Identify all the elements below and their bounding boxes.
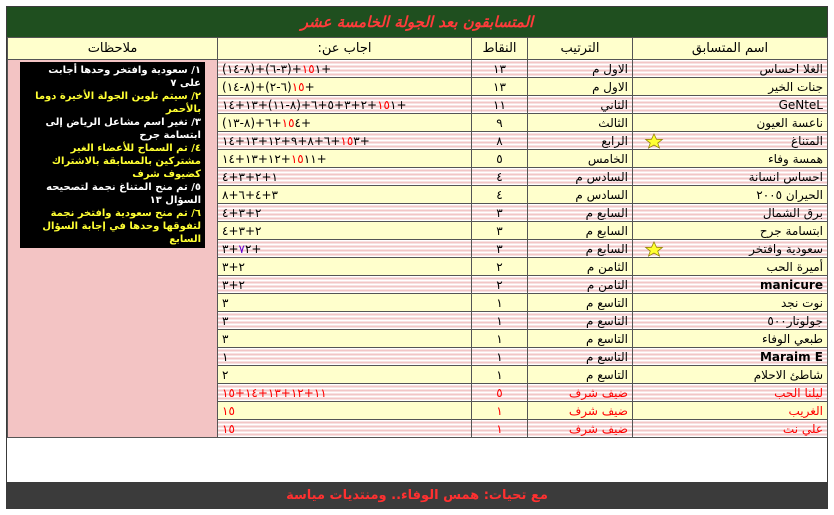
answered-cell xyxy=(218,96,472,114)
star-icon xyxy=(643,241,665,257)
answer-text: (٦-٢)+(٨-١٤)+ xyxy=(222,79,315,94)
answer-text: ٣+٦+٨+٩+١٢+١٣+١٤+ xyxy=(222,133,370,148)
rank-cell: التاسع م xyxy=(528,366,633,384)
points-cell: ١٣ xyxy=(472,78,528,96)
answered-cell xyxy=(218,60,472,78)
rank-cell: ضيف شرف xyxy=(528,402,633,420)
contestant-name: ليلنا الحب xyxy=(774,385,823,400)
answer-text: ٢+٣ xyxy=(222,259,245,274)
answer-text: ٤+٦+(٨-١٣)+ xyxy=(222,115,312,130)
rank-cell: الثاني xyxy=(528,96,633,114)
contestant-name-cell xyxy=(633,132,828,150)
points-cell: ٣ xyxy=(472,222,528,240)
contestant-name-cell xyxy=(633,420,828,438)
answered-cell xyxy=(218,384,472,402)
contestant-name-cell xyxy=(633,186,828,204)
contestant-name: Maraim E xyxy=(759,349,823,364)
contestant-name: سعودية وافتخر xyxy=(749,241,823,256)
answer-latest-round: ١٥ xyxy=(377,97,390,112)
note-item: ٥/ تم منح المتناغ نجمة لتصحيحه السؤال ١٣ xyxy=(46,182,201,206)
title-bar xyxy=(7,7,827,37)
points-cell: ١ xyxy=(472,402,528,420)
contestant-name: ناعسة العيون xyxy=(756,115,823,130)
points-cell: ٨ xyxy=(472,132,528,150)
rank-cell: الخامس xyxy=(528,150,633,168)
answer-latest-round: ١٥ xyxy=(222,421,235,436)
points-cell: ٣ xyxy=(472,240,528,258)
answer-text: ٢+٣+٤ xyxy=(222,223,262,238)
answer-highlight: ٧ xyxy=(238,241,245,256)
rank-cell: ضيف شرف xyxy=(528,384,633,402)
answer-text: ٣+٤+٦+٨ xyxy=(222,187,278,202)
answered-cell xyxy=(218,78,472,96)
answer-text: ١+٢+٣+٤ xyxy=(222,169,278,184)
contestant-name: طبعي الوفاء xyxy=(761,331,823,346)
notes-cell xyxy=(8,60,218,438)
contestant-name-cell xyxy=(633,402,828,420)
rank-cell: التاسع م xyxy=(528,330,633,348)
contestant-name: همسة وفاء xyxy=(767,151,823,166)
contestant-name: manicure xyxy=(760,277,823,292)
rank-cell: الثالث xyxy=(528,114,633,132)
points-cell: ٤ xyxy=(472,168,528,186)
contestant-name-cell xyxy=(633,78,828,96)
note-item: ١/ سعودية وافتخر وحدها أجابت على ٧ xyxy=(48,65,201,89)
answered-cell xyxy=(218,402,472,420)
answer-latest-round: ١٥ xyxy=(222,403,235,418)
contestant-name: الغريب xyxy=(788,403,823,418)
answered-cell xyxy=(218,348,472,366)
contestant-name: المتناغ xyxy=(791,133,823,148)
answered-cell xyxy=(218,258,472,276)
contestant-name-cell xyxy=(633,204,828,222)
header-rank: الترتيب xyxy=(528,38,633,60)
rank-cell: الاول م xyxy=(528,60,633,78)
contestant-name: احساس انسانة xyxy=(748,169,823,184)
rank-cell: التاسع م xyxy=(528,312,633,330)
answer-latest-round: ١٥ xyxy=(340,133,354,148)
contestant-name: GeNteL xyxy=(778,97,823,112)
points-cell: ١ xyxy=(472,312,528,330)
answer-latest-round: ١٥ xyxy=(290,151,304,166)
answer-latest-round: ١٥ xyxy=(281,115,295,130)
contestant-name: نوت نجد xyxy=(780,295,823,310)
standings-frame xyxy=(6,6,828,509)
note-item: ٦/ تم منح سعودية وافتخر نجمة لتفوقها وحدها في إجابة السؤال السابع xyxy=(42,208,201,245)
answer-latest-round: ١٥ xyxy=(301,61,315,76)
answered-cell xyxy=(218,420,472,438)
answer-text: ٣ xyxy=(222,313,229,328)
answer-latest-round: ١١+١٢+١٣+١٤+١٥ xyxy=(222,385,327,400)
answer-text: ٢+٣+ xyxy=(222,241,262,256)
points-cell: ٢ xyxy=(472,258,528,276)
header-name: اسم المتسابق xyxy=(633,38,828,60)
answered-cell xyxy=(218,240,472,258)
points-cell: ٥ xyxy=(472,150,528,168)
answer-text: ١+٢+٣+٥+٦+(٨-١١)+١٣+١٤+ xyxy=(222,97,407,112)
contestant-name-cell xyxy=(633,366,828,384)
contestant-name-cell xyxy=(633,276,828,294)
contestant-name-cell xyxy=(633,312,828,330)
header-row xyxy=(8,38,828,60)
rank-cell: الثامن م xyxy=(528,276,633,294)
contestant-name-cell xyxy=(633,222,828,240)
contestant-name-cell xyxy=(633,114,828,132)
rank-cell: ضيف شرف xyxy=(528,420,633,438)
answered-cell xyxy=(218,132,472,150)
answer-text: ٣ xyxy=(222,331,229,346)
answer-latest-round: ١٥ xyxy=(291,79,305,94)
rank-cell: السابع م xyxy=(528,222,633,240)
rank-cell: السابع م xyxy=(528,240,633,258)
contestant-name-cell xyxy=(633,96,828,114)
page-title: المتسابقون بعد الجولة الخامسة عشر xyxy=(300,13,534,31)
contestant-name: الحيران ٢٠٠٥ xyxy=(756,187,823,202)
answered-cell xyxy=(218,222,472,240)
note-item: ٢/ سيتم تلوين الجولة الأخيرة دوما بالأحمر xyxy=(35,91,201,115)
contestant-name-cell xyxy=(633,150,828,168)
answer-text: ٢+٣ xyxy=(222,277,245,292)
contestant-name-cell xyxy=(633,168,828,186)
answered-cell xyxy=(218,114,472,132)
notes-box xyxy=(20,62,205,248)
table-row xyxy=(8,60,828,78)
answer-text: ١١+١٢+١٣+١٤+ xyxy=(222,151,327,166)
contestant-name: شاطئ الاحلام xyxy=(753,367,823,382)
contestant-name-cell xyxy=(633,258,828,276)
points-cell: ١١ xyxy=(472,96,528,114)
note-item: ٤/ تم السماح للأعضاء الغير مشتركين بالمسابقة بالاشتراك كضيوف شرف xyxy=(51,143,201,180)
rank-cell: الثامن م xyxy=(528,258,633,276)
answered-cell xyxy=(218,294,472,312)
rank-cell: السابع م xyxy=(528,204,633,222)
points-cell: ١ xyxy=(472,294,528,312)
footer-bar xyxy=(7,482,827,508)
answered-cell xyxy=(218,330,472,348)
answer-text: ٢ xyxy=(222,367,229,382)
points-cell: ٩ xyxy=(472,114,528,132)
rank-cell: السادس م xyxy=(528,168,633,186)
star-icon xyxy=(643,133,665,149)
note-item: ٣/ تغير اسم مشاعل الرياض إلى ابتسامة جرح xyxy=(45,117,201,141)
answered-cell xyxy=(218,366,472,384)
answered-cell xyxy=(218,168,472,186)
contestant-name-cell xyxy=(633,294,828,312)
contestant-name: ابتسامة جرح xyxy=(759,223,823,238)
points-cell: ١ xyxy=(472,420,528,438)
points-cell: ٥ xyxy=(472,384,528,402)
contestant-name-cell xyxy=(633,348,828,366)
rank-cell: التاسع م xyxy=(528,294,633,312)
answered-cell xyxy=(218,186,472,204)
answer-text: ٣ xyxy=(222,295,229,310)
contestant-name-cell xyxy=(633,330,828,348)
points-cell: ١ xyxy=(472,348,528,366)
points-cell: ١ xyxy=(472,330,528,348)
answer-text: ١+(٣-٦)+(٨-١٤)+ xyxy=(222,61,332,76)
header-answered: اجاب عن: xyxy=(218,38,472,60)
points-cell: ١٣ xyxy=(472,60,528,78)
answered-cell xyxy=(218,276,472,294)
answer-text: ٢+٣+٤ xyxy=(222,205,262,220)
rank-cell: التاسع م xyxy=(528,348,633,366)
points-cell: ٢ xyxy=(472,276,528,294)
contestant-name-cell xyxy=(633,240,828,258)
contestant-name: برق الشمال xyxy=(762,205,823,220)
contestant-name-cell xyxy=(633,384,828,402)
contestant-name: علي نت xyxy=(782,421,823,436)
header-points: النقاط xyxy=(472,38,528,60)
points-cell: ٣ xyxy=(472,204,528,222)
contestant-name: أميرة الحب xyxy=(766,259,823,274)
contestant-name: جنات الخير xyxy=(768,79,823,94)
points-cell: ١ xyxy=(472,366,528,384)
answered-cell xyxy=(218,312,472,330)
rank-cell: السادس م xyxy=(528,186,633,204)
contestant-name: جولوتار٥٠٠ xyxy=(767,313,823,328)
header-notes: ملاحظات xyxy=(8,38,218,60)
answered-cell xyxy=(218,204,472,222)
answer-text: ١ xyxy=(222,349,229,364)
standings-table xyxy=(7,37,828,438)
rank-cell: الاول م xyxy=(528,78,633,96)
rank-cell: الرابع xyxy=(528,132,633,150)
answered-cell xyxy=(218,150,472,168)
footer-text: مع تحيات: همس الوفاء.. ومنتديات مياسة xyxy=(286,487,548,503)
contestant-name-cell xyxy=(633,60,828,78)
points-cell: ٤ xyxy=(472,186,528,204)
contestant-name: الغلا احساس xyxy=(759,61,823,76)
